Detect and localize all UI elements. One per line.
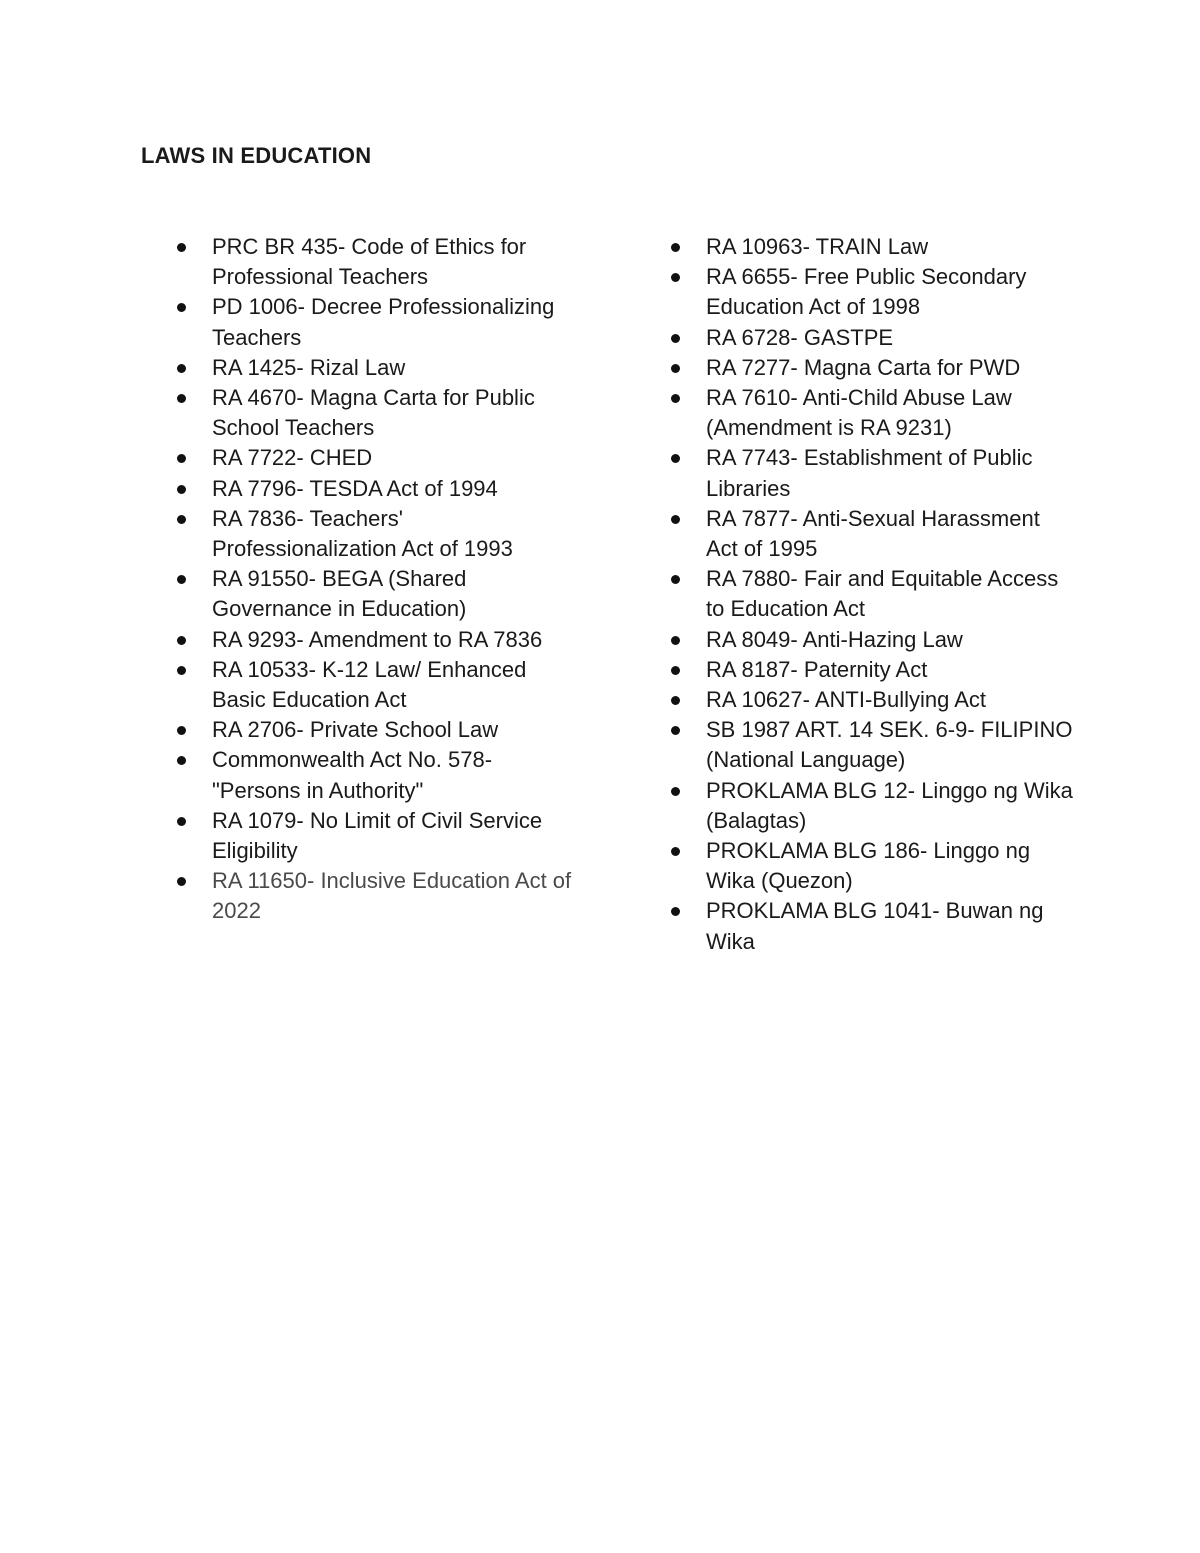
bullet-icon: [671, 334, 680, 343]
law-text: Commonwealth Act No. 578- "Persons in Authority": [212, 747, 493, 803]
bullet-icon: [671, 575, 680, 584]
law-text: RA 6728- GASTPE: [706, 324, 894, 350]
bullet-icon: [671, 726, 680, 735]
bullet-icon: [177, 515, 186, 524]
list-item: [172, 866, 572, 926]
list-item: [666, 262, 1076, 322]
bullet-icon: [177, 243, 186, 252]
left-law-list: [172, 232, 572, 927]
list-item: [666, 685, 1076, 715]
list-item: [172, 715, 572, 745]
law-text: RA 7610- Anti-Child Abuse Law (Amendment is RA 9231): [706, 385, 1012, 441]
bullet-icon: [671, 696, 680, 705]
right-law-list: [666, 232, 1076, 957]
bullet-icon: [177, 394, 186, 403]
bullet-icon: [177, 666, 186, 675]
list-item: [666, 896, 1076, 956]
law-text: RA 7743- Establishment of Public Libraries: [706, 445, 1033, 501]
bullet-icon: [177, 636, 186, 645]
list-item: [172, 353, 572, 383]
law-text: RA 10533- K-12 Law/ Enhanced Basic Education Act: [212, 656, 527, 713]
list-item: [666, 443, 1076, 503]
list-item: [666, 383, 1076, 443]
law-text: RA 91550- BEGA (Shared Governance in Education): [212, 566, 467, 622]
law-text: RA 2706- Private School Law: [212, 717, 499, 743]
law-text: RA 6655- Free Public Secondary Education Act of 1998: [706, 264, 1027, 320]
law-text: PROKLAMA BLG 12- Linggo ng Wika (Balagtas): [706, 777, 1073, 833]
law-text: PD 1006- Decree Professionalizing Teachers: [212, 294, 555, 350]
law-text: PROKLAMA BLG 1041- Buwan ng Wika: [706, 898, 1044, 954]
bullet-icon: [177, 817, 186, 826]
law-text: SB 1987 ART. 14 SEK. 6-9- FILIPINO (National Language): [706, 717, 1073, 773]
law-text: RA 7277- Magna Carta for PWD: [706, 354, 1021, 380]
list-item: [666, 776, 1076, 836]
law-text: RA 1079- No Limit of Civil Service Eligibility: [212, 807, 543, 864]
law-text: RA 8049- Anti-Hazing Law: [706, 626, 963, 652]
list-item: [666, 625, 1076, 655]
law-text: RA 9293- Amendment to RA 7836: [212, 626, 543, 652]
bullet-icon: [671, 273, 680, 282]
law-text: RA 10627- ANTI-Bullying Act: [706, 687, 987, 713]
bullet-icon: [671, 394, 680, 403]
bullet-icon: [177, 454, 186, 463]
list-item: [172, 564, 572, 624]
bullet-icon: [177, 877, 186, 886]
law-text: RA 7722- CHED: [212, 445, 373, 471]
law-text: PRC BR 435- Code of Ethics for Professional Teachers: [212, 234, 527, 290]
list-item: [666, 836, 1076, 896]
law-text: RA 4670- Magna Carta for Public School Teachers: [212, 385, 535, 441]
list-item: [666, 564, 1076, 624]
law-text: RA 10963- TRAIN Law: [706, 234, 929, 259]
list-item: [172, 806, 572, 866]
bullet-icon: [177, 485, 186, 494]
bullet-icon: [177, 303, 186, 312]
list-item: [172, 383, 572, 443]
list-item: [172, 625, 572, 655]
law-text: RA 7836- Teachers' Professionalization Act of 1993: [212, 505, 513, 562]
list-item: [172, 232, 572, 292]
list-item: [666, 232, 1076, 262]
law-text: RA 7877- Anti-Sexual Harassment Act of 1995: [706, 505, 1040, 562]
bullet-icon: [671, 243, 680, 252]
list-item: [666, 353, 1076, 383]
list-item: [666, 655, 1076, 685]
law-text: RA 8187- Paternity Act: [706, 656, 928, 682]
list-item: [172, 474, 572, 504]
law-text: RA 11650- Inclusive Education Act of 2022: [212, 868, 572, 924]
list-item: [172, 655, 572, 715]
bullet-icon: [177, 756, 186, 765]
list-item: [172, 443, 572, 473]
bullet-icon: [671, 364, 680, 373]
list-item: [172, 745, 572, 805]
law-text: PROKLAMA BLG 186- Linggo ng Wika (Quezon): [706, 838, 1031, 894]
bullet-icon: [671, 666, 680, 675]
list-item: [666, 504, 1076, 564]
list-item: [172, 292, 572, 352]
bullet-icon: [671, 636, 680, 645]
bullet-icon: [671, 787, 680, 796]
bullet-icon: [671, 907, 680, 916]
bullet-icon: [177, 575, 186, 584]
bullet-icon: [177, 364, 186, 373]
list-item: [666, 323, 1076, 353]
page-title: LAWS IN EDUCATION: [141, 143, 372, 168]
law-text: RA 7880- Fair and Equitable Access to Education Act: [706, 566, 1059, 622]
law-text: RA 1425- Rizal Law: [212, 354, 406, 380]
bullet-icon: [671, 847, 680, 856]
list-item: [666, 715, 1076, 775]
list-item: [172, 504, 572, 564]
bullet-icon: [671, 454, 680, 463]
bullet-icon: [177, 726, 186, 735]
bullet-icon: [671, 515, 680, 524]
law-text: RA 7796- TESDA Act of 1994: [212, 475, 498, 501]
